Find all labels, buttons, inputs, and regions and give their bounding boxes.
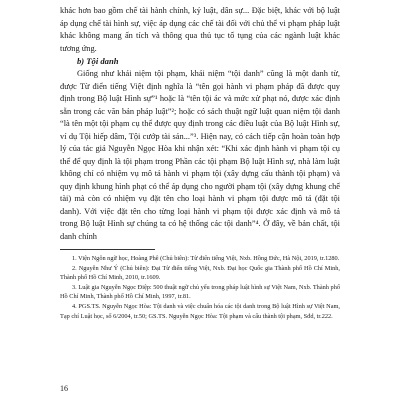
- footnote-2: 2. Nguyễn Như Ý (Chủ biên): Đại Từ điển tiếng Việt, Nxb. Đại học Quốc gia Thành phố Hồ Chí Minh, Thành phố Hồ Chí Minh, 2010, tr.1609.: [60, 265, 340, 282]
- main-text: [60, 5, 340, 243]
- footnote-4: 4. PGS.TS. Nguyễn Ngọc Hòa: Tội danh và việc chuẩn hóa các tội danh trong Bộ luật Hình sự Việt Nam, Tạp chí Luật học, số 6/2004, tr.50; GS.TS. Nguyễn Ngọc Hòa: Tội phạm và cấu thành tội phạm, Sđd, tr.222.: [60, 303, 340, 320]
- footnote-3: 3. Luật gia Nguyễn Ngọc Điệp: 500 thuật ngữ chủ yếu trong pháp luật hình sự Việt Nam, Nxb. Thành phố Hồ Chí Minh, Thành phố Hồ Chí Minh, 1997, tr.81.: [60, 284, 340, 301]
- page-number: 16: [60, 384, 68, 393]
- footnote-1: 1. Viện Ngôn ngữ học, Hoàng Phê (Chủ biên): Từ điển tiếng Việt, Nxb. Hồng Đức, Hà Nội, 2019, tr.1280.: [72, 255, 340, 262]
- section-heading: b) Tội danh: [77, 56, 119, 66]
- main-paragraph: Giống như khái niệm tội phạm, khái niệm “tội danh” cũng là một danh từ, được Từ điển tiếng Việt định nghĩa là “tên gọi hành vi phạm pháp đã được quy định trong Bộ luật Hình sự”¹ hoặc là “tên tội ác và mức xử phạt nó, được xác định sẵn trong các văn bản pháp luật”²; hoặc có sách thuật ngữ luật quan niệm tội danh “là tên một tội phạm cụ thể được quy định trong các điều luật của Bộ luật Hình sự, ví dụ Tội hiếp dâm, Tội cướp tài sản...”³. Hiện nay, có cách tiếp cận hoàn toàn hợp lý của tác giả Nguyễn Ngọc Hòa khi nhận xét: “Khi xác định hành vi phạm tội cụ thể để quy định là tội phạm trong Phần các tội phạm Bộ luật Hình sự, nhà làm luật không chỉ có nhiệm vụ mô tả hành vi phạm tội (xây dựng cấu thành tội phạm) và quy định khung hình phạt có thể áp dụng cho người phạm tội (xây dựng khung chế tài) mà còn có nhiệm vụ đặt tên cho loại hành vi phạm tội được mô tả (đặt tội danh). Với việc đặt tên cho từng loại hành vi phạm tội được xác định và mô tả trong Bộ luật Hình sự chúng ta có hệ thống các tội danh”⁴. Ở đây, về bản chất, tội danh chính: [60, 69, 340, 241]
- footnotes: [60, 254, 340, 321]
- intro-paragraph: khác hơn bao gồm chế tài hành chính, kỷ luật, dân sự... Đặc biệt, khác với bộ luật áp dụng chế tài hình sự, việc áp dụng các chế tài đối với chủ thể vi phạm pháp luật khác không mang ấn tích và thông qua thủ tục tố tụng của các ngành luật khác tương ứng.: [60, 6, 340, 53]
- footnote-divider: [60, 249, 155, 250]
